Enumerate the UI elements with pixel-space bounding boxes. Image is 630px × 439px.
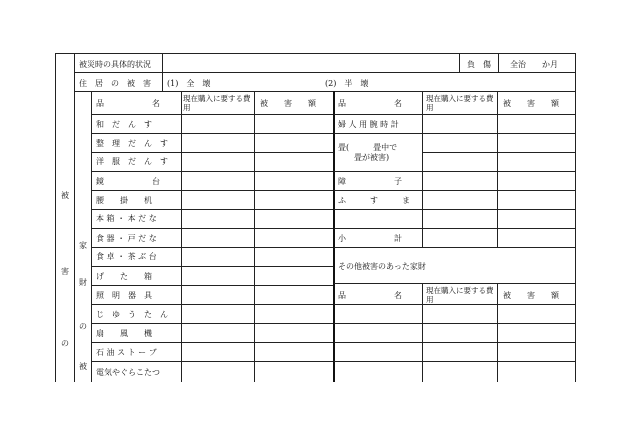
row-line	[334, 283, 575, 284]
row-line	[91, 114, 333, 115]
row-line	[91, 133, 333, 134]
house-option-half: (2) 半 壊	[325, 79, 369, 88]
house-option-full: (1) 全 壊	[167, 79, 211, 88]
right-item-watch: 婦 人 用 腕 時 計	[338, 120, 399, 129]
col-line	[181, 91, 182, 382]
left-item: 扇 風 機	[96, 329, 152, 338]
side-label-inner-3: の	[79, 322, 87, 331]
side-label-outer-2: 害	[61, 267, 69, 276]
side-label-outer-1: 被	[61, 191, 69, 200]
col-line	[497, 283, 498, 382]
row-line	[334, 209, 575, 210]
frame-top	[55, 53, 575, 54]
row-line	[91, 209, 333, 210]
row-line	[91, 190, 333, 191]
left-header-damage: 被 害 額	[260, 99, 316, 108]
row-line	[334, 247, 575, 248]
col-line	[459, 53, 460, 72]
left-item: 洋 服 だ ん す	[96, 157, 168, 166]
col-line	[498, 53, 499, 72]
col-line-center	[333, 91, 335, 382]
row-line	[91, 361, 333, 362]
row-line	[91, 152, 333, 153]
side-label-inner-2: 財	[79, 278, 87, 287]
row-line	[334, 114, 575, 115]
row-line	[334, 133, 575, 134]
row-line	[334, 361, 575, 362]
situation-label: 被災時の具体的状況	[79, 60, 151, 69]
left-item: 鏡 台	[96, 177, 160, 186]
other-header-damage: 被 害 額	[503, 291, 559, 300]
left-item: 照 明 器 具	[96, 291, 152, 300]
right-item-fusuma: ふ す ま	[338, 196, 410, 205]
left-item: 本 箱 ・ 本 だ な	[96, 214, 157, 223]
right-header-price: 現在購入に要する費用	[426, 94, 494, 112]
side-label-outer-3: の	[61, 339, 69, 348]
side-label-inner-4: 被	[79, 362, 87, 371]
row-line	[334, 342, 575, 343]
right-header-item: 品 名	[338, 99, 402, 108]
row-line	[74, 72, 575, 73]
col-line	[254, 91, 255, 382]
row-line	[334, 190, 575, 191]
left-item: 和 だ ん す	[96, 120, 152, 129]
row-line	[422, 152, 575, 153]
right-item-tatami: 畳( 畳中で 畳が被害)	[338, 143, 398, 162]
house-damage-label: 住 居 の 被 害	[79, 79, 151, 88]
row-line	[74, 91, 575, 92]
row-line	[334, 228, 575, 229]
left-header-price: 現在購入に要する費用	[183, 94, 251, 112]
left-item: 整 理 だ ん す	[96, 139, 168, 148]
left-item: じ ゆ う た ん	[96, 310, 168, 319]
left-item: 電気やぐらこたつ	[96, 368, 160, 377]
row-line	[91, 247, 333, 248]
row-line	[91, 323, 333, 324]
col-line	[74, 53, 75, 382]
injury-value: 全治 か月	[510, 60, 558, 69]
col-line	[91, 91, 92, 382]
row-line	[91, 266, 333, 267]
row-line	[91, 285, 333, 286]
left-item: 食 卓 ・ 茶 ぶ 台	[96, 252, 157, 261]
frame-right	[575, 53, 576, 382]
left-item: 石 油 ス ト ー ブ	[96, 348, 157, 357]
col-line	[422, 283, 423, 382]
other-section-title: その他被害のあった家財	[338, 262, 426, 271]
col-line	[162, 53, 163, 91]
row-line	[334, 323, 575, 324]
other-header-item: 品 名	[338, 291, 402, 300]
frame-left	[55, 53, 56, 382]
row-line	[334, 171, 575, 172]
row-line	[91, 304, 333, 305]
row-line	[91, 342, 333, 343]
side-label-inner-1: 家	[79, 241, 87, 250]
right-item-shoji: 障 子	[338, 177, 402, 186]
right-item-subtotal: 小 計	[338, 234, 402, 243]
row-line	[91, 228, 333, 229]
row-line	[334, 304, 575, 305]
left-item: 腰 掛 机	[96, 196, 152, 205]
left-item: 食 器 ・ 戸 だ な	[96, 234, 157, 243]
left-item: げ た 箱	[96, 272, 152, 281]
other-header-price: 現在購入に要する費用	[426, 286, 494, 304]
row-line	[91, 171, 333, 172]
injury-label: 負 傷	[467, 60, 491, 69]
right-header-damage: 被 害 額	[503, 99, 559, 108]
left-header-item: 品 名	[96, 99, 160, 108]
